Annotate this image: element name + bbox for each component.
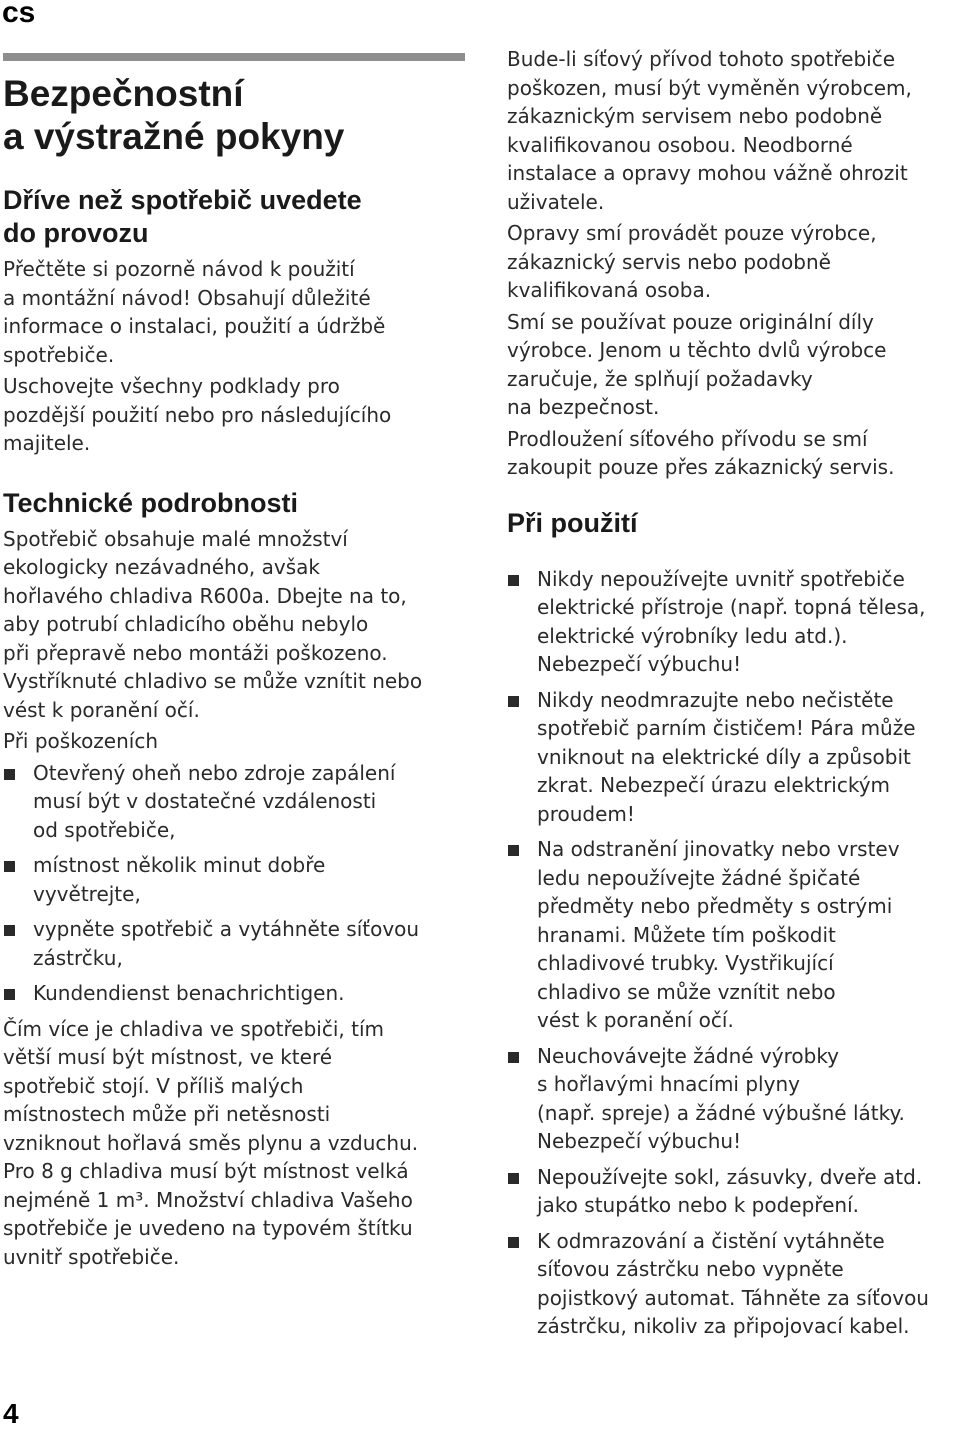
paragraph-damage-intro: Při poškozeních: [3, 729, 159, 753]
list-item: Kundendienst benachrichtigen.: [3, 979, 473, 1008]
paragraph-keep-documents: Uschovejte všechny podklady pro pozdější použití nebo pro následujícího majitele.: [3, 374, 392, 455]
page-title: Bezpečnostní a výstražné pokyny: [3, 73, 345, 157]
usage-warnings-list: [507, 565, 960, 1341]
list-item: Nikdy neodmrazujte nebo nečistěte spotřebič parním čističem! Pára může vniknout na elektrické díly a způsobit zkrat. Nebezpečí úrazu elektrickým proudem!: [507, 686, 960, 829]
right-column: [507, 45, 960, 1348]
section-heading-before-use: Dříve než spotřebič uvedete do provozu: [3, 185, 362, 248]
section-heading-technical: Technické podrobnosti: [3, 487, 299, 518]
list-item: Otevřený oheň nebo zdroje zapálení musí být v dostatečné vzdálenosti od spotřebiče,: [3, 759, 473, 845]
square-bullet-icon: [508, 1173, 519, 1184]
list-item: Neuchovávejte žádné výrobky s hořlavými hnacími plyny (např. spreje) a žádné výbušné látky. Nebezpečí výbuchu!: [507, 1042, 960, 1156]
square-bullet-icon: [508, 696, 519, 707]
paragraph-power-cord: Bude-li síťový přívod tohoto spotřebiče poškozen, musí být vyměněn výrobcem, zákaznickým servisem nebo podobně kvalifikovanou osobou. Neodborné instalace a opravy mohou vážně ohrozit uživatele.: [507, 47, 912, 214]
paragraph-room-size: Čím více je chladiva ve spotřebiči, tím větší musí být místnost, ve které spotřebič stojí. V příliš malých místnostech může při netěsnosti vzniknout hořlavá směs plynu a vzduchu. Pro 8 g chladiva musí být místnost velká nejméně 1 m³. Množství chladiva Vašeho spotřebiče je uvedeno na typovém štítku uvnitř spotřebiče.: [3, 1016, 419, 1269]
square-bullet-icon: [508, 1052, 519, 1063]
square-bullet-icon: [4, 925, 15, 936]
paragraph-read-manual: Přečtěte si pozorně návod k použití a montážní návod! Obsahují důležité informace o instalaci, použití a údržbě spotřebiče.: [3, 257, 386, 367]
list-item: místnost několik minut dobře vyvětrejte,: [3, 851, 473, 908]
paragraph-refrigerant: Spotřebič obsahuje malé množství ekologicky nezávadného, avšak hořlavého chladiva R600a. Dbejte na to, aby potrubí chladicího oběhu nebylo při přepravě nebo montáži poškozeno. Vystříknuté chladivo se může vznítit nebo vést k poranění očí.: [3, 526, 423, 722]
square-bullet-icon: [4, 861, 15, 872]
page-number: 4: [3, 1398, 19, 1429]
paragraph-repairs: Opravy smí provádět pouze výrobce, zákaznický servis nebo podobně kvalifikovaná osoba.: [507, 221, 877, 302]
square-bullet-icon: [508, 1237, 519, 1248]
header-rule: [3, 53, 465, 61]
paragraph-original-parts: Smí se používat pouze originální díly výrobce. Jenom u těchto dvlů výrobce zaručuje, že splňují požadavky na bezpečnost.: [507, 309, 887, 419]
square-bullet-icon: [4, 769, 15, 780]
square-bullet-icon: [4, 989, 15, 1000]
list-item: Na odstranění jinovatky nebo vrstev ledu nepoužívejte žádné špičaté předměty nebo předměty s ostrými hranami. Můžete tím poškodit chladivové trubky. Vystřikující chladivo se může vznítit nebo vést k poranění očí.: [507, 835, 960, 1035]
list-item: K odmrazování a čistění vytáhněte síťovou zástrčku nebo vypněte pojistkový automat. Táhněte za síťovou zástrčku, nikoliv za připojovací kabel.: [507, 1227, 960, 1341]
left-column: [3, 72, 473, 1274]
list-item: Nepoužívejte sokl, zásuvky, dveře atd. jako stupátko nebo k podepření.: [507, 1163, 960, 1220]
list-item: vypněte spotřebič a vytáhněte síťovou zástrčku,: [3, 915, 473, 972]
square-bullet-icon: [508, 575, 519, 586]
language-code: cs: [2, 0, 36, 29]
square-bullet-icon: [508, 845, 519, 856]
list-item: Nikdy nepoužívejte uvnitř spotřebiče elektrické přístroje (např. topná tělesa, elektrické výrobníky ledu atd.). Nebezpečí výbuchu!: [507, 565, 960, 679]
section-heading-in-use: Při použití: [507, 507, 638, 538]
damage-steps-list: [3, 759, 473, 1008]
paragraph-extension-cord: Prodloužení síťového přívodu se smí zakoupit pouze přes zákaznický servis.: [507, 426, 895, 479]
